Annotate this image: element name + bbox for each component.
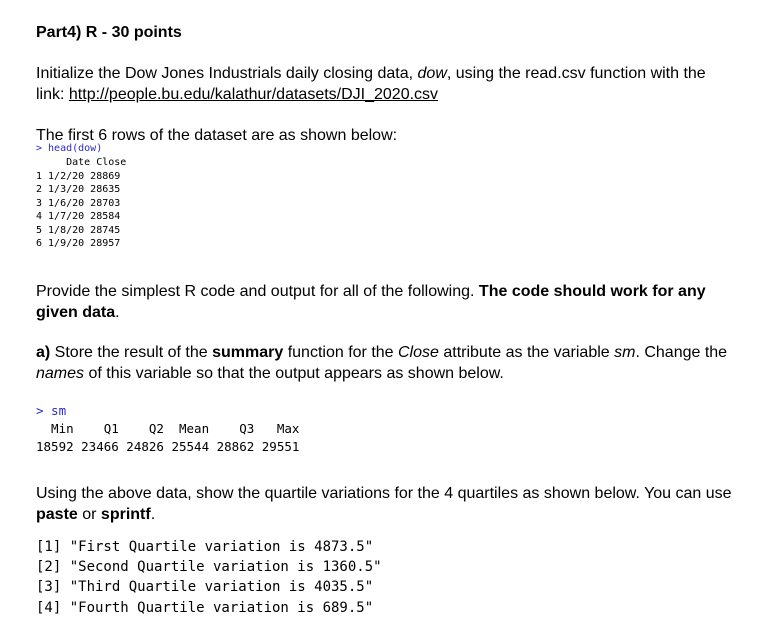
provide-bold: The code should work for any given data: [36, 283, 706, 321]
sm-output: [36, 420, 299, 456]
part-a-text: attribute as the variable: [438, 344, 615, 361]
part-a-text: Store the result of the: [50, 344, 213, 361]
quartile-output-line: [3] "Third Quartile variation is 4035.5": [36, 579, 374, 596]
part-a-label: a): [36, 344, 51, 361]
dataset-link[interactable]: http://people.bu.edu/kalathur/datasets/DJI_2020.csv: [68, 86, 439, 103]
sm-variable: sm: [614, 344, 636, 361]
part-a-text: . Change the: [635, 344, 728, 361]
part-a-text: function for the: [283, 344, 398, 361]
provide-end: .: [115, 304, 120, 321]
head-output-line: 5 1/8/20 28745: [36, 224, 121, 236]
provide-paragraph: [36, 281, 751, 323]
head-output-line: 2 1/3/20 28635: [36, 184, 121, 195]
head-output-line: 1 1/2/20 28869: [36, 170, 121, 182]
head-output-line: 3 1/6/20 28703: [36, 197, 121, 209]
intro-text: Initialize the Dow Jones Industrials daily closing data,: [36, 65, 418, 82]
close-attribute: Close: [398, 344, 439, 361]
quartile-text: Using the above data, show the quartile variations for the 4 quartiles as shown below. You can use: [36, 485, 732, 502]
quartile-text: .: [150, 506, 156, 523]
part-heading: Part4) R - 30 points: [36, 24, 182, 41]
intro-text-end: , using the read.csv function with the: [446, 65, 706, 82]
paste-keyword: paste: [36, 506, 78, 523]
head-output: [36, 156, 126, 251]
names-keyword: names: [36, 365, 85, 382]
provide-text: Provide the simplest R code and output for all of the following.: [36, 283, 479, 300]
first-rows-text: The first 6 rows of the dataset are as shown below:: [36, 127, 398, 144]
quartile-output-line: [4] "Fourth Quartile variation is 689.5": [36, 599, 374, 616]
quartile-output-line: [2] "Second Quartile variation is 1360.5": [36, 559, 382, 576]
quartile-text: or: [77, 506, 101, 523]
sm-prompt: > sm: [36, 403, 67, 418]
quartile-output-line: [1] "First Quartile variation is 4873.5": [36, 539, 374, 555]
sm-output-line: 18592 23466 24826 25544 28862 29551: [36, 439, 300, 454]
dow-variable: dow: [417, 65, 447, 82]
sprintf-keyword: sprintf: [100, 506, 151, 523]
summary-keyword: summary: [212, 344, 284, 361]
quartile-paragraph: [36, 483, 751, 525]
sm-output-line: Min Q1 Q2 Mean Q3 Max: [36, 421, 300, 436]
part-a-paragraph: [36, 342, 751, 384]
quartile-output: [36, 537, 382, 618]
link-label: link:: [36, 86, 69, 103]
part-a-text: of this variable so that the output appears as shown below.: [84, 365, 504, 382]
head-output-line: 6 1/9/20 28957: [36, 238, 121, 249]
head-output-line: 4 1/7/20 28584: [36, 211, 121, 222]
head-output-line: Date Close: [36, 157, 127, 168]
intro-paragraph: [36, 63, 751, 105]
head-prompt: > head(dow): [36, 143, 103, 154]
